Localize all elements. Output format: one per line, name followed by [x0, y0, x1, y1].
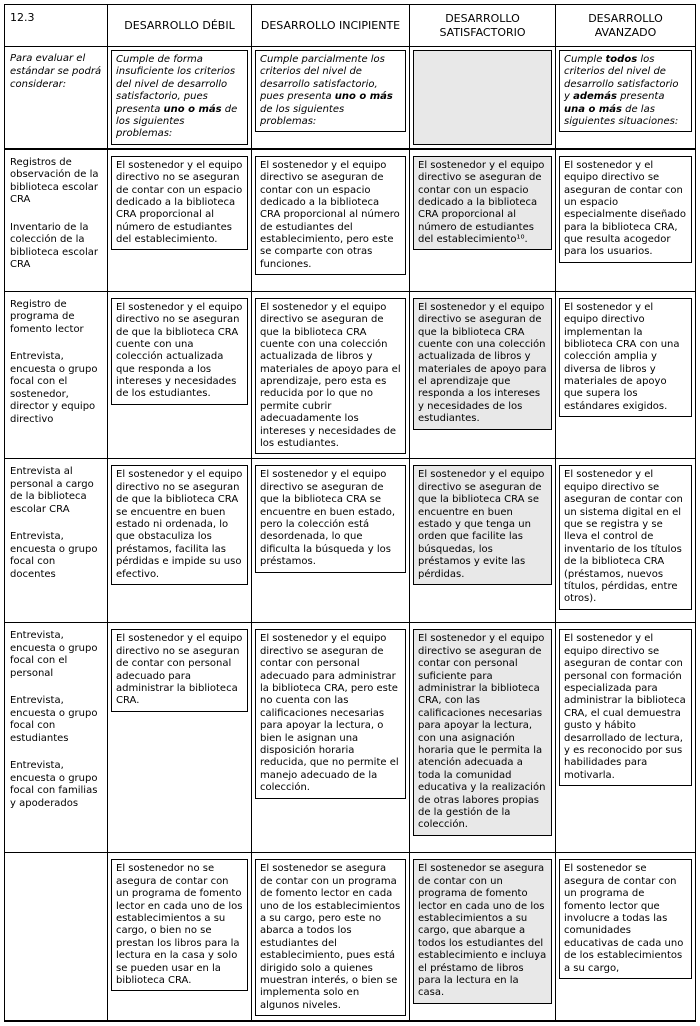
criterion-text-debil: El sostenedor y el equipo directivo no se aseguran de contar con un espacio dedicado a la biblioteca CRA proporcional al número de estudiantes del establecimiento.: [111, 156, 248, 251]
criterion-text-avanzado: El sostenedor y el equipo directivo implementan la biblioteca CRA con una colección amplia y diversa de libros y materiales de apoyo que supera los estándares exigidos.: [559, 298, 692, 418]
criterion-cell-incipiente: [252, 459, 410, 623]
criterion-text-debil: El sostenedor no se asegura de contar con un programa de fomento lector en cada uno de los establecimientos a su cargo, o bien no se prestan los libros para la lectura en la casa y solo se pueden usar en la biblioteca CRA.: [111, 859, 248, 991]
criterion-text-debil: El sostenedor y el equipo directivo no se aseguran de que la biblioteca CRA cuente con una colección actualizada que responda a los intereses y necesidades de los estudiantes.: [111, 298, 248, 405]
description-box-satisfactorio: [413, 50, 552, 145]
description-text-incipiente: Cumple parcialmente los criterios del nivel de desarrollo satisfactorio, pues presenta uno o más de los siguientes problemas:: [255, 50, 406, 132]
criterion-text-incipiente: El sostenedor y el equipo directivo se aseguran de que la biblioteca CRA cuente con una colección actualizada de libros y materiales de apoyo para el aprendizaje, pero esta es reducida por lo que no permite cubrir adecuadamente los intereses y necesidades de los estudiantes.: [255, 298, 406, 455]
criterion-cell-satisfactorio: [410, 459, 556, 623]
criterion-cell-avanzado: [556, 459, 695, 623]
level-header-avanzado-label: DESARROLLO AVANZADO: [588, 11, 663, 39]
criterion-text-satisfactorio: El sostenedor se asegura de contar con un programa de fomento lector en cada uno de los establecimientos a su cargo, que abarque a todos los estudiantes del establecimiento e incluya el préstamo de libros para la lectura en la casa.: [413, 859, 552, 1003]
level-header-incipiente-label: DESARROLLO INCIPIENTE: [260, 18, 401, 32]
evidence-source: Entrevista, encuesta o grupo focal con estudiantes: [10, 695, 98, 744]
criterion-cell-satisfactorio: [410, 150, 556, 292]
criterion-text-avanzado: El sostenedor y el equipo directivo se aseguran de contar con un sistema digital en el que se registra y se lleva el control de inventario de los títulos de la biblioteca CRA (préstamos, nuevos títulos, pérdidas, entre otros).: [559, 465, 692, 609]
evidence-source: Entrevista, encuesta o grupo focal con familias y apoderados: [10, 760, 98, 809]
criterion-text-debil: El sostenedor y el equipo directivo no se aseguran de que la biblioteca CRA se encuentre en buen estado ni ordenada, lo que obstaculiza los préstamos, facilita las pérdidas e impide su uso efectivo.: [111, 465, 248, 585]
criterion-cell-debil: [108, 853, 252, 1021]
criterion-cell-debil: [108, 150, 252, 292]
criterion-text-incipiente: El sostenedor y el equipo directivo se aseguran de que la biblioteca CRA se encuentre en buen estado, pero la colección está desordenada, lo que dificulta la búsqueda y los préstamos.: [255, 465, 406, 572]
evidence-source: Entrevista, encuesta o grupo focal con el sostenedor, director y equipo directivo: [10, 351, 98, 425]
criterion-cell-satisfactorio: [410, 623, 556, 853]
level-header-satisfactorio-label: DESARROLLO SATISFACTORIO: [439, 11, 526, 39]
rubric-table: [4, 4, 696, 1022]
level-header-avanzado: [556, 5, 695, 47]
criterion-cell-incipiente: [252, 150, 410, 292]
evaluation-note-cell: [5, 47, 108, 150]
evidence-source: Registros de observación de la biblioteca escolar CRA: [10, 156, 99, 206]
description-text-avanzado: Cumple todos los criterios del nivel de desarrollo satisfactorio y además presenta una o más de las siguientes situaciones:: [559, 50, 692, 132]
criterion-text-avanzado: El sostenedor se asegura de contar con un programa de fomento lector que involucre a todas las comunidades educativas de cada uno de los establecimientos a su cargo,: [559, 859, 692, 979]
criterion-text-satisfactorio: El sostenedor y el equipo directivo se aseguran de contar con un espacio dedicado a la biblioteca CRA proporcional al número de estudiantes del establecimiento¹⁰.: [413, 156, 552, 251]
evidence-sources-cell: [5, 623, 108, 853]
criterion-cell-avanzado: [556, 292, 695, 460]
criterion-text-satisfactorio: El sostenedor y el equipo directivo se aseguran de contar con personal suficiente para administrar la biblioteca CRA, con las calificaciones necesarias para apoyar la lectura, con una asignación horaria que le permita la atención adecuada a toda la comunidad educativa y la realización de otras labores propias de la gestión de la colección.: [413, 629, 552, 835]
level-header-debil: [108, 5, 252, 47]
level-header-incipiente: [252, 5, 410, 47]
description-cell-debil: [108, 47, 252, 150]
description-cell-incipiente: [252, 47, 410, 150]
evidence-sources-cell: [5, 150, 108, 292]
criterion-text-incipiente: El sostenedor y el equipo directivo se aseguran de contar con un espacio dedicado a la biblioteca CRA proporcional al número de estudiantes del establecimiento, pero este se comparte con otras funciones.: [255, 156, 406, 276]
rubric-row: [5, 459, 695, 623]
standard-code: 12.3: [10, 11, 35, 24]
header-row: [5, 5, 695, 47]
criterion-text-incipiente: El sostenedor se asegura de contar con un programa de fomento lector en cada uno de los establecimientos a su cargo, pero este no abarca a todos los estudiantes del establecimiento, pues está dirigido solo a quienes muestran interés, o bien se implementa solo en algunos niveles.: [255, 859, 406, 1016]
criterion-cell-avanzado: [556, 623, 695, 853]
criterion-cell-satisfactorio: [410, 853, 556, 1021]
criterion-text-incipiente: El sostenedor y el equipo directivo se aseguran de contar con personal adecuado para administrar la biblioteca CRA, pero este no cuenta con las calificaciones necesarias para apoyar la lectura, o bien le asignan una disposición horaria reducida, que no permite el manejo adecuado de la colección.: [255, 629, 406, 798]
evaluation-note: Para evaluar el estándar se podrá considerar:: [10, 53, 102, 90]
standard-code-cell: [5, 5, 108, 47]
description-cell-satisfactorio: [410, 47, 556, 150]
rubric-row: [5, 623, 695, 853]
rubric-row: [5, 853, 695, 1021]
criterion-cell-satisfactorio: [410, 292, 556, 460]
level-header-satisfactorio: [410, 5, 556, 47]
rubric-body: [5, 150, 695, 1021]
evidence-source: Entrevista al personal a cargo de la biblioteca escolar CRA: [10, 466, 94, 515]
evidence-source: Registro de programa de fomento lector: [10, 298, 84, 335]
criterion-cell-debil: [108, 459, 252, 623]
evidence-sources-cell: [5, 853, 108, 1021]
level-header-debil-label: DESARROLLO DÉBIL: [124, 18, 235, 32]
level-descriptions-row: [5, 47, 695, 150]
evidence-sources-cell: [5, 292, 108, 460]
criterion-cell-debil: [108, 292, 252, 460]
criterion-text-avanzado: El sostenedor y el equipo directivo se aseguran de contar con un espacio especialmente diseñado para la biblioteca CRA, que resulta acogedor para los usuarios.: [559, 156, 692, 263]
description-text-debil: Cumple de forma insuficiente los criterios del nivel de desarrollo satisfactorio, pues presenta uno o más de los siguientes problemas:: [111, 50, 248, 145]
criterion-cell-debil: [108, 623, 252, 853]
criterion-cell-avanzado: [556, 150, 695, 292]
criterion-text-debil: El sostenedor y el equipo directivo no se aseguran de contar con personal adecuado para administrar la biblioteca CRA.: [111, 629, 248, 711]
criterion-text-satisfactorio: El sostenedor y el equipo directivo se aseguran de que la biblioteca CRA se encuentre en buen estado y que tenga un orden que facilite las búsquedas, los préstamos y evite las pérdidas.: [413, 465, 552, 585]
criterion-cell-avanzado: [556, 853, 695, 1021]
rubric-row: [5, 150, 695, 292]
evidence-source: Inventario de la colección de la biblioteca escolar CRA: [10, 221, 99, 271]
criterion-text-satisfactorio: El sostenedor y el equipo directivo se aseguran de que la biblioteca CRA cuente con una colección actualizada de libros y materiales de apoyo para el aprendizaje que responda a los intereses y necesidades de los estudiantes.: [413, 298, 552, 430]
criterion-cell-incipiente: [252, 623, 410, 853]
evidence-sources-cell: [5, 459, 108, 623]
criterion-text-avanzado: El sostenedor y el equipo directivo se aseguran de contar con personal con formación especializada para administrar la biblioteca CRA, el cual demuestra gusto y hábito desarrollado de lectura, y es reconocido por sus habilidades para motivarla.: [559, 629, 692, 786]
description-cell-avanzado: [556, 47, 695, 150]
rubric-row: [5, 292, 695, 460]
criterion-cell-incipiente: [252, 853, 410, 1021]
evidence-source: Entrevista, encuesta o grupo focal con el personal: [10, 630, 98, 679]
evidence-source: Entrevista, encuesta o grupo focal con docentes: [10, 531, 98, 580]
criterion-cell-incipiente: [252, 292, 410, 460]
